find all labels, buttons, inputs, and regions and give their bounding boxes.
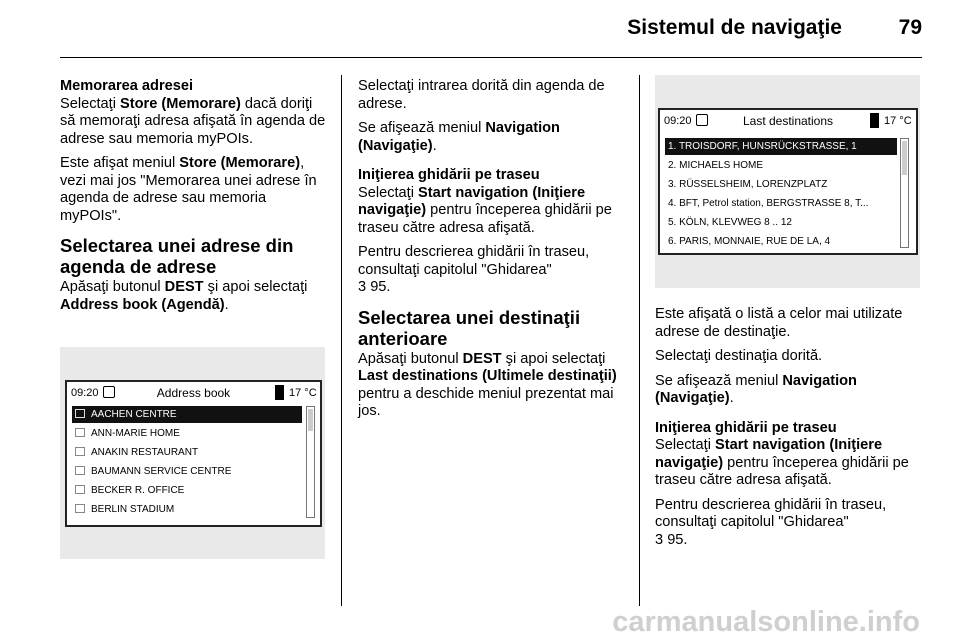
screen-status-bar: [660, 110, 916, 132]
list-item[interactable]: 3. RÜSSELSHEIM, LORENZPLATZ: [668, 179, 828, 190]
right-column: [655, 306, 923, 556]
page-number: 79: [898, 16, 922, 39]
list-item[interactable]: BECKER R. OFFICE: [72, 482, 302, 499]
guidance-reference-paragraph: Pentru descrierea ghidării în traseu, consultaţi capitolul "Ghidarea" 3 95.: [655, 496, 887, 548]
scrollbar[interactable]: [900, 138, 909, 248]
list-item[interactable]: 1. TROISDORF, HUNSRÜCKSTRASSE, 1: [665, 138, 897, 155]
start-guidance-heading: Iniţierea ghidării pe traseu: [655, 419, 837, 436]
clock-time: 09:20: [71, 387, 99, 399]
contact-icon: [75, 466, 85, 475]
right-paragraph-2: Selectaţi destinaţia dorită.: [655, 348, 823, 364]
list-item[interactable]: BAUMANN SERVICE CENTRE: [72, 463, 302, 480]
start-guidance-paragraph: Selectaţi Start navigation (Iniţiere navigaţie) pentru începerea ghidării pe traseu către adresa afişată.: [655, 437, 909, 488]
scrollbar[interactable]: [306, 406, 315, 518]
column-divider-1: [341, 75, 342, 606]
last-destinations-screen: [658, 108, 918, 255]
middle-paragraph-2: Se afişează meniul Navigation (Navigaţie).: [358, 120, 560, 154]
middle-paragraph-1: Selectaţi intrarea dorită din agenda de adrese.: [358, 78, 605, 112]
start-guidance-heading: Iniţierea ghidării pe traseu: [358, 167, 540, 183]
list-item[interactable]: ANAKIN RESTAURANT: [72, 444, 302, 461]
temperature: 17 °C: [289, 387, 317, 399]
temperature: 17 °C: [884, 115, 912, 127]
list-item[interactable]: 2. MICHAELS HOME: [668, 160, 764, 171]
thermometer-icon: [870, 113, 879, 128]
middle-column: [358, 78, 626, 428]
contact-icon: [75, 504, 85, 513]
screen-status-bar: [67, 382, 320, 404]
column-divider-2: [639, 75, 640, 606]
list-item[interactable]: BERLIN STADIUM: [72, 501, 302, 518]
save-paragraph-1: Selectaţi Store (Memorare) dacă doriţi să memoraţi adresa afişată în agenda de adrese sau memoria myPOIs.: [60, 95, 326, 147]
contact-icon: [75, 428, 85, 437]
left-column: [60, 78, 328, 321]
scrollbar-thumb[interactable]: [902, 141, 907, 175]
scrollbar-thumb[interactable]: [308, 409, 313, 431]
previous-destination-paragraph: Apăsaţi butonul DEST şi apoi selectaţi Last destinations (Ultimele destinaţii) pentru a deschide meniul prezentat mai jos.: [358, 350, 617, 419]
guidance-reference-paragraph: Pentru descrierea ghidării în traseu, consultaţi capitolul "Ghidarea" 3 95.: [358, 244, 590, 295]
contact-icon: [75, 447, 85, 456]
list-item[interactable]: 6. PARIS, MONNAIE, RUE DE LA, 4: [668, 236, 831, 247]
clock-time: 09:20: [664, 115, 692, 127]
list-item[interactable]: 5. KÖLN, KLEVWEG 8 .. 12: [668, 217, 792, 228]
contact-icon: [75, 409, 85, 418]
start-guidance-paragraph: Selectaţi Start navigation (Iniţiere navigaţie) pentru începerea ghidării pe traseu către adresa afişată.: [358, 184, 612, 236]
list-item[interactable]: ANN-MARIE HOME: [72, 425, 302, 442]
right-paragraph-1: Este afişată o listă a celor mai utilizate adrese de destinaţie.: [655, 306, 903, 340]
contact-icon: [75, 485, 85, 494]
address-book-figure: [60, 347, 325, 559]
select-address-heading: Selectarea unei adrese din agenda de adrese: [60, 235, 294, 277]
address-book-screen: [65, 380, 322, 527]
last-destinations-figure: [655, 75, 920, 288]
list-item[interactable]: AACHEN CENTRE: [72, 406, 302, 423]
arrow-reference-icon: 3: [655, 531, 664, 548]
page-header-title: Sistemul de navigaţie: [627, 16, 842, 39]
list-item[interactable]: 4. BFT, Petrol station, BERGSTRASSE 8, T...: [668, 198, 869, 209]
save-paragraph-2: Este afişat meniul Store (Memorare), vezi mai jos "Memorarea unei adrese în agenda de adrese sau memoria myPOIs".: [60, 155, 317, 224]
save-address-heading: Memorarea adresei: [60, 78, 194, 94]
screen-title: Address book: [156, 386, 231, 400]
select-address-paragraph: Apăsaţi butonul DEST şi apoi selectaţi Address book (Agendă).: [60, 279, 308, 313]
thermometer-icon: [275, 385, 284, 400]
header-rule: [60, 57, 922, 58]
arrow-reference-icon: 3: [358, 279, 367, 295]
screen-title: Last destinations: [742, 114, 834, 128]
watermark: carmanualsonline.info: [612, 606, 920, 638]
previous-destination-heading: Selectarea unei destinaţii anterioare: [358, 306, 581, 349]
right-paragraph-3: Se afişează meniul Navigation (Navigaţie).: [655, 372, 857, 406]
